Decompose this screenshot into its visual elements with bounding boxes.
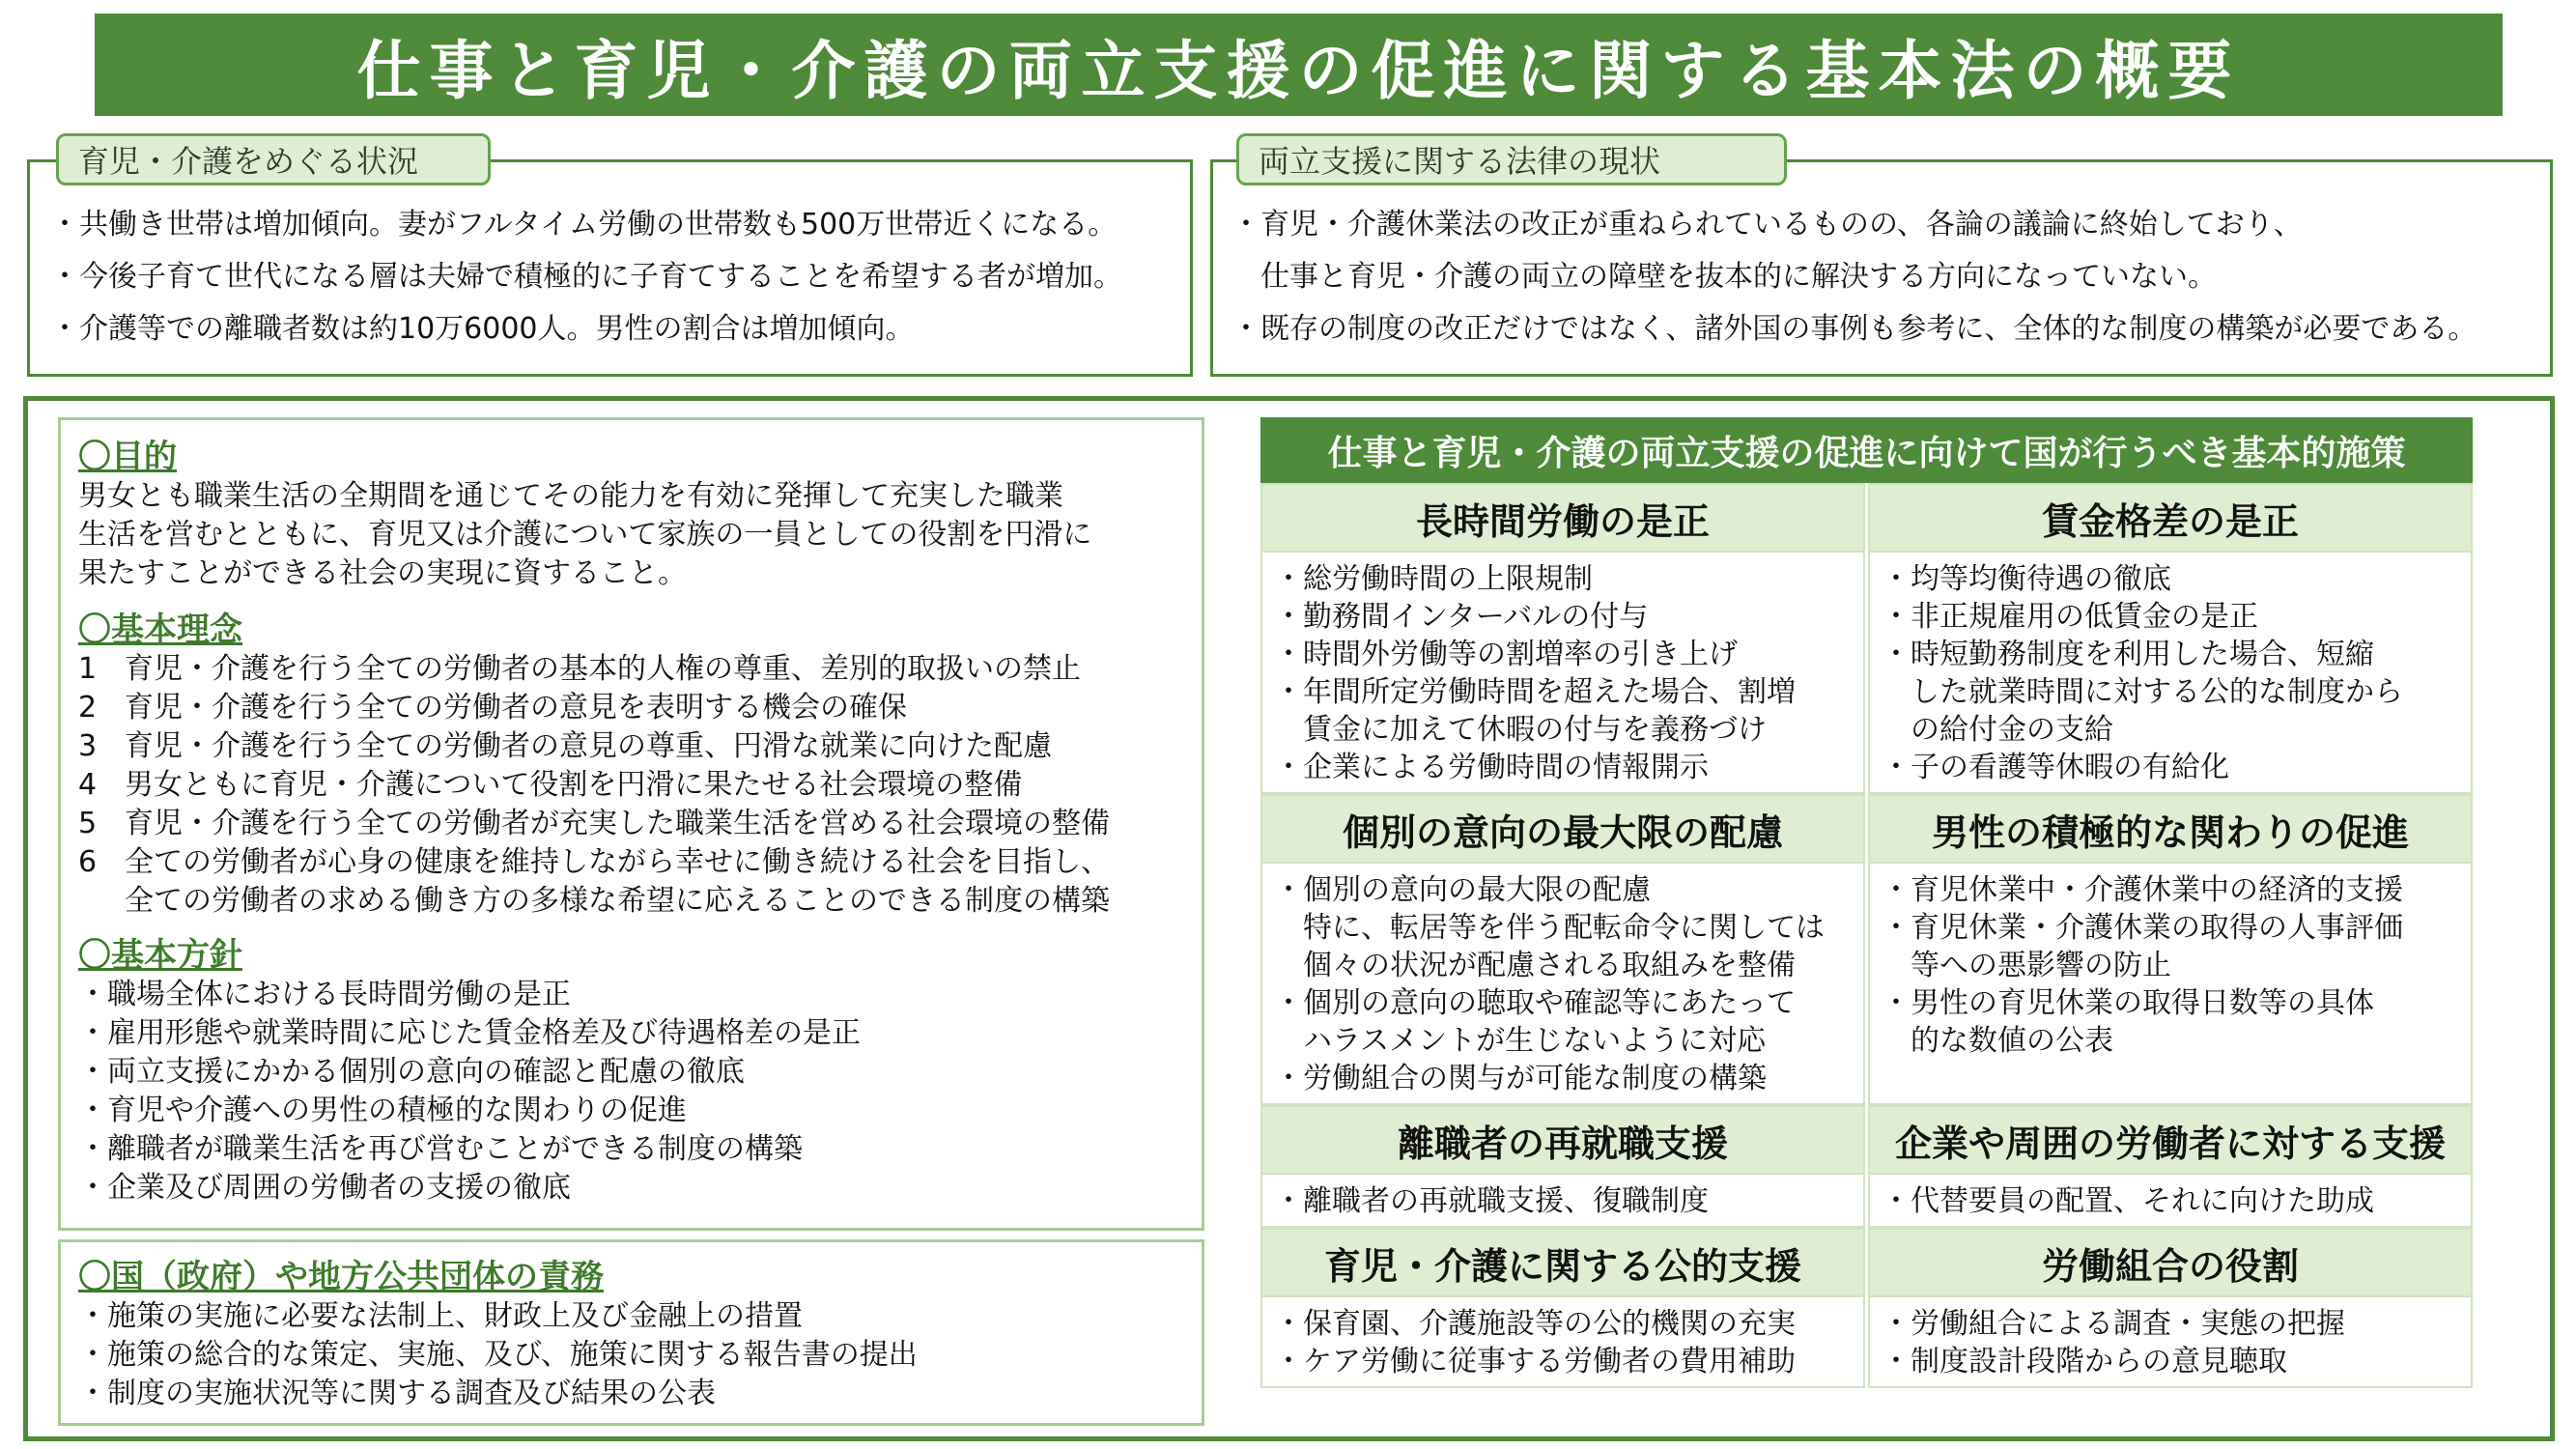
situation-line: ・今後子育て世代になる層は夫婦で積極的に子育てすることを希望する者が増加。	[50, 260, 1122, 294]
policy-item: ・雇用形態や就業時間に応じた賃金格差及び待遇格差の是正	[78, 1016, 861, 1050]
measure-item: ・労働組合の関与が可能な制度の構築	[1274, 1062, 1767, 1095]
measures-heading: 仕事と育児・介護の両立支援の促進に向けて国が行うべき基本的施策	[1260, 417, 2473, 483]
measure-item: 個々の状況が配慮される取組みを整備	[1274, 949, 1796, 982]
principle-item	[78, 650, 1110, 689]
purpose-line: 男女とも職業生活の全期間を通じてその能力を有効に発揮して充実した職業	[78, 479, 1063, 513]
principle-text: 男女ともに育児・介護について役割を円滑に果たせる社会環境の整備	[125, 768, 1023, 802]
principle-item	[78, 843, 1110, 882]
measure-item: ・育児休業・介護休業の取得の人事評価	[1882, 911, 2403, 945]
measure-item: ・個別の意向の聴取や確認等にあたって	[1274, 986, 1796, 1020]
measure-item: ・均等均衡待遇の徹底	[1882, 562, 2171, 596]
principle-text: 育児・介護を行う全ての労働者の基本的人権の尊重、差別的取扱いの禁止	[125, 652, 1081, 686]
measure-item: ・ケア労働に従事する労働者の費用補助	[1274, 1345, 1796, 1378]
measure-body	[1868, 1175, 2473, 1228]
measure-body	[1260, 864, 1865, 1105]
policy-item: ・両立支援にかかる個別の意向の確認と配慮の徹底	[78, 1055, 745, 1089]
measure-title: 労働組合の役割	[1868, 1228, 2473, 1297]
principle-number: 1	[78, 652, 98, 686]
measure-title: 長時間労働の是正	[1260, 483, 1865, 553]
measure-item: ・時短勤務制度を利用した場合、短縮	[1882, 638, 2374, 671]
measure-item: ・制度設計段階からの意見聴取	[1882, 1345, 2287, 1378]
measure-item: ・企業による労働時間の情報開示	[1274, 751, 1709, 784]
measure-body	[1868, 1297, 2473, 1388]
measure-item: ・離職者の再就職支援、復職制度	[1274, 1184, 1709, 1218]
measure-item: した就業時間に対する公的な制度から	[1882, 675, 2403, 709]
principle-text: 育児・介護を行う全ての労働者の意見を表明する機会の確保	[125, 691, 907, 724]
law-content-box	[58, 417, 1204, 1231]
current-law-line: ・既存の制度の改正だけではなく、諸外国の事例も参考に、全体的な制度の構築が必要である。	[1231, 312, 2477, 346]
page-title-banner	[95, 14, 2503, 116]
measure-title: 育児・介護に関する公的支援	[1260, 1228, 1865, 1297]
policy-item: ・育児や介護への男性の積極的な関わりの促進	[78, 1094, 687, 1127]
page-title: 仕事と育児・介護の両立支援の促進に関する基本法の概要	[356, 33, 2241, 108]
duties-box	[58, 1239, 1204, 1426]
measure-title: 離職者の再就職支援	[1260, 1105, 1865, 1175]
situation-lines	[50, 199, 1122, 355]
duties-heading: 〇国（政府）や地方公共団体の責務	[78, 1258, 604, 1296]
policy-item: ・職場全体における長時間労働の是正	[78, 978, 571, 1011]
policy-item: ・離職者が職業生活を再び営むことができる制度の構築	[78, 1132, 803, 1166]
principle-item	[78, 882, 1110, 921]
purpose-heading: 〇目的	[78, 438, 177, 476]
situation-line: ・介護等での離職者数は約10万6000人。男性の割合は増加傾向。	[50, 312, 915, 346]
principle-number: 2	[78, 691, 98, 724]
situation-line: ・共働き世帯は増加傾向。妻がフルタイム労働の世帯数も500万世帯近くになる。	[50, 208, 1118, 242]
principle-number: 5	[78, 807, 98, 840]
measure-title: 個別の意向の最大限の配慮	[1260, 794, 1865, 864]
measure-item: ・年間所定労働時間を超えた場合、割増	[1274, 675, 1796, 709]
measures-grid	[1260, 483, 2473, 1388]
measure-item: ・個別の意向の最大限の配慮	[1274, 873, 1651, 907]
principle-item	[78, 727, 1110, 766]
measures-row	[1260, 483, 2473, 794]
measure-item: ・労働組合による調査・実態の把握	[1882, 1307, 2345, 1341]
principle-number: 6	[78, 845, 98, 879]
principle-item	[78, 766, 1110, 805]
principles-list	[78, 650, 1110, 921]
principle-item	[78, 805, 1110, 843]
measures-row	[1260, 794, 2473, 1105]
principle-number: 3	[78, 729, 98, 763]
measure-item: ・非正規雇用の低賃金の是正	[1882, 600, 2258, 634]
measures-row	[1260, 1105, 2473, 1228]
measure-body	[1260, 1175, 1865, 1228]
policy-item: ・企業及び周囲の労働者の支援の徹底	[78, 1171, 571, 1205]
measure-item: 等への悪影響の防止	[1882, 949, 2171, 982]
measure-body	[1868, 864, 2473, 1105]
measure-item: ・勤務間インターバルの付与	[1274, 600, 1649, 634]
measure-body	[1868, 553, 2473, 794]
measure-title: 男性の積極的な関わりの促進	[1868, 794, 2473, 864]
principle-text: 全ての労働者が心身の健康を維持しながら幸せに働き続ける社会を目指し、	[125, 845, 1110, 879]
policy-heading: 〇基本方針	[78, 936, 242, 975]
measure-title: 賃金格差の是正	[1868, 483, 2473, 553]
current-law-line: ・育児・介護休業法の改正が重ねられているものの、各論の議論に終始しており、	[1231, 208, 2303, 242]
measure-item: ・代替要員の配置、それに向けた助成	[1882, 1184, 2374, 1218]
principles-heading: 〇基本理念	[78, 611, 242, 649]
measure-item: ・子の看護等休暇の有給化	[1882, 751, 2229, 784]
current-law-tab: 両立支援に関する法律の現状	[1236, 133, 1787, 185]
measure-body	[1260, 553, 1865, 794]
situation-tab: 育児・介護をめぐる状況	[56, 133, 491, 185]
principle-text: 育児・介護を行う全ての労働者が充実した職業生活を営める社会環境の整備	[125, 807, 1110, 840]
measure-item: の給付金の支給	[1882, 713, 2113, 747]
measure-item: ・総労働時間の上限規制	[1274, 562, 1593, 596]
measure-item: ・育児休業中・介護休業中の経済的支援	[1882, 873, 2403, 907]
measure-item: ・時間外労働等の割増率の引き上げ	[1274, 638, 1738, 671]
principle-number: 4	[78, 768, 98, 802]
purpose-line: 生活を営むとともに、育児又は介護について家族の一員としての役割を円滑に	[78, 518, 1092, 552]
measure-item: ハラスメントが生じないように対応	[1274, 1024, 1767, 1058]
duties-item: ・制度の実施状況等に関する調査及び結果の公表	[78, 1377, 716, 1410]
measure-body	[1260, 1297, 1865, 1388]
measure-item: 的な数値の公表	[1882, 1024, 2113, 1058]
measures-panel	[1260, 417, 2473, 1388]
measure-item: 賃金に加えて休暇の付与を義務づけ	[1274, 713, 1767, 747]
purpose-line: 果たすことができる社会の実現に資すること。	[78, 556, 687, 590]
measure-item: 特に、転居等を伴う配転命令に関しては	[1274, 911, 1825, 945]
measures-row	[1260, 1228, 2473, 1388]
policy-list	[78, 976, 1110, 1208]
current-law-line: 仕事と育児・介護の両立の障壁を抜本的に解決する方向になっていない。	[1231, 260, 2217, 294]
purpose-text	[78, 477, 1110, 593]
duties-item: ・施策の実施に必要な法制上、財政上及び金融上の措置	[78, 1299, 803, 1333]
principle-item	[78, 689, 1110, 727]
measure-item: ・保育園、介護施設等の公的機関の充実	[1274, 1307, 1796, 1341]
duties-item: ・施策の総合的な策定、実施、及び、施策に関する報告書の提出	[78, 1338, 918, 1372]
current-law-lines	[1231, 199, 2477, 355]
measure-item: ・男性の育児休業の取得日数等の具体	[1882, 986, 2374, 1020]
principle-text: 全ての労働者の求める働き方の多様な希望に応えることのできる制度の構築	[125, 884, 1110, 918]
measure-title: 企業や周囲の労働者に対する支援	[1868, 1105, 2473, 1175]
principle-text: 育児・介護を行う全ての労働者の意見の尊重、円滑な就業に向けた配慮	[125, 729, 1052, 763]
